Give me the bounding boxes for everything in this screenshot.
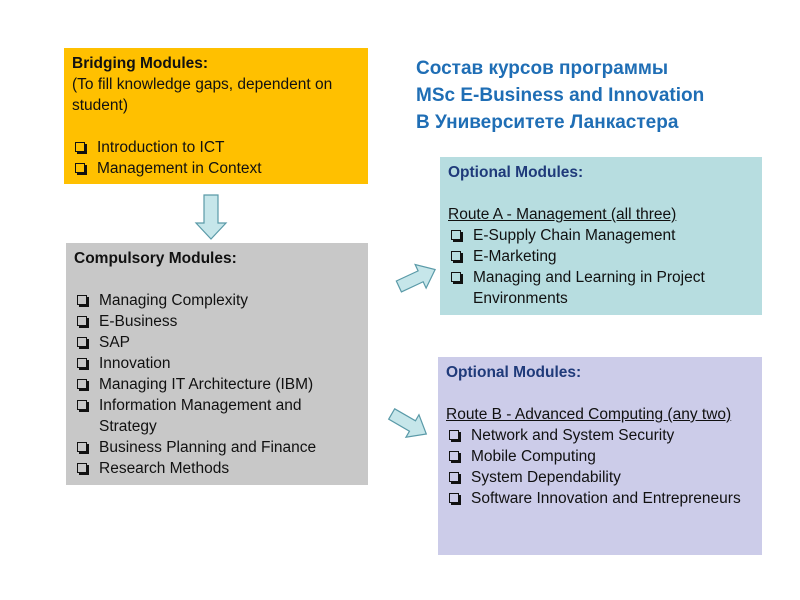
- list-item: Network and System Security: [446, 425, 754, 446]
- optional-b-heading: Optional Modules:: [446, 364, 582, 381]
- list-item: Managing and Learning in Project Environments: [448, 267, 754, 309]
- list-item: Research Methods: [74, 458, 360, 479]
- optional-b-list: [446, 425, 754, 509]
- list-item: Managing IT Architecture (IBM): [74, 374, 360, 395]
- optional-modules-route-a-box: [440, 157, 762, 315]
- list-item: System Dependability: [446, 467, 754, 488]
- route-b-label: Route B - Advanced Computing (any two): [446, 406, 732, 423]
- title-line-2: MSc E-Business and Innovation: [416, 85, 705, 106]
- down-arrow-icon: [196, 195, 226, 241]
- list-item: E-Business: [74, 311, 360, 332]
- route-a-label: Route A - Management (all three): [448, 206, 677, 223]
- optional-modules-route-b-box: [438, 357, 762, 555]
- compulsory-modules-box: [66, 243, 368, 485]
- compulsory-list: [74, 290, 360, 479]
- bridging-note: (To fill knowledge gaps, dependent on student): [72, 76, 333, 114]
- list-item: SAP: [74, 332, 360, 353]
- compulsory-heading: Compulsory Modules:: [74, 250, 237, 267]
- arrow-up-right-icon: [392, 258, 442, 298]
- optional-a-list: [448, 225, 754, 309]
- slide-title: [416, 55, 704, 136]
- list-item: E-Marketing: [448, 246, 754, 267]
- bridging-heading: Bridging Modules:: [72, 55, 209, 72]
- title-line-1: Состав курсов программы: [416, 58, 669, 79]
- list-item: Managing Complexity: [74, 290, 360, 311]
- list-item: Software Innovation and Entrepreneurs: [446, 488, 754, 509]
- list-item: Introduction to ICT: [72, 137, 360, 158]
- arrow-down-right-icon: [384, 404, 434, 444]
- list-item: Management in Context: [72, 158, 360, 179]
- list-item: Business Planning and Finance: [74, 437, 360, 458]
- list-item: Innovation: [74, 353, 360, 374]
- bridging-list: [72, 137, 360, 179]
- optional-a-heading: Optional Modules:: [448, 164, 584, 181]
- title-line-3: В Университете Ланкастера: [416, 112, 679, 133]
- list-item: Information Management and Strategy: [74, 395, 360, 437]
- bridging-modules-box: [64, 48, 368, 184]
- list-item: Mobile Computing: [446, 446, 754, 467]
- list-item: E-Supply Chain Management: [448, 225, 754, 246]
